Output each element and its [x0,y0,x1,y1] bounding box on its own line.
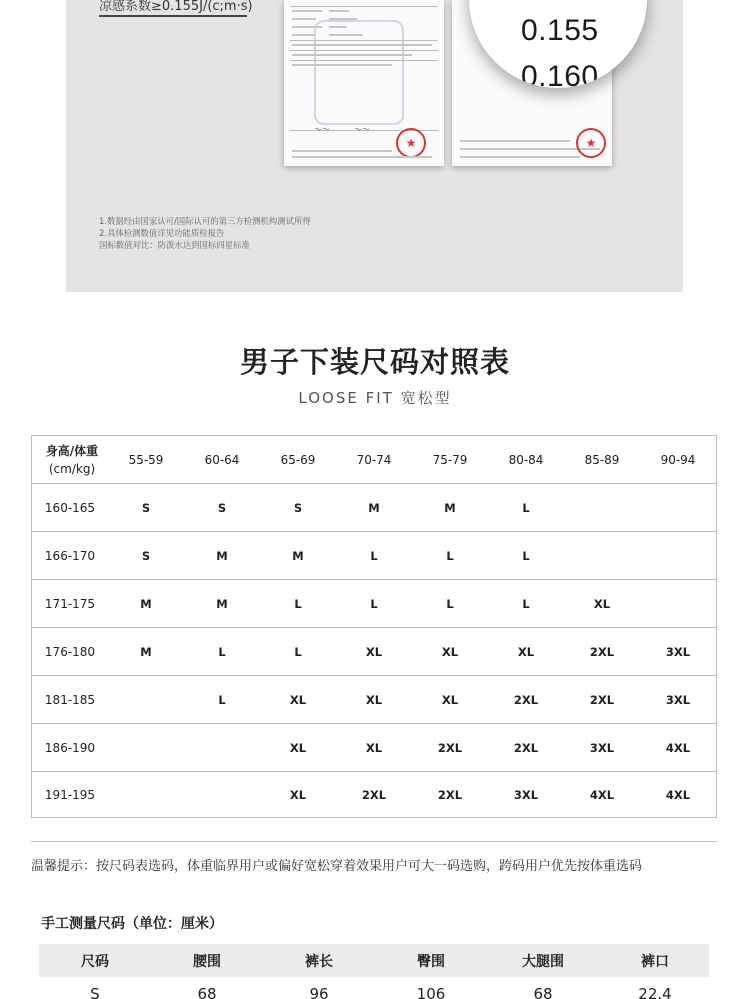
size-cell: M [140,644,152,659]
report-note-1: 1.数据经由国家认可/国际认可的第三方检测机构测试所得 [99,216,311,226]
size-cell: M [368,500,380,515]
height-range-cell: 191-195 [44,788,96,802]
measurement-header-cell: 尺码 [81,953,109,970]
size-table-row [32,484,716,532]
size-cell [184,772,260,818]
height-weight-label: 身高/体重 [45,443,99,458]
size-cell: 4XL [665,788,691,802]
size-table-row [32,628,716,676]
size-cell [564,484,640,531]
size-cell: XL [289,788,307,802]
size-cell: 2XL [513,692,539,707]
weight-column-header: 65-69 [280,452,316,467]
cooling-coefficient-heading: 凉感系数≥0.155J/(c;m·s) [99,0,253,14]
measurement-value-cell: S [90,985,100,999]
height-range-cell: 186-190 [44,740,96,755]
magnified-value-1: 0.155 [521,14,599,47]
measurement-value-cell: 96 [309,985,329,999]
size-cell: L [522,548,530,563]
unit-label: (cm/kg) [48,461,96,476]
measurement-header-cell: 大腿围 [522,953,564,970]
size-cell: M [216,548,228,563]
size-cell [108,724,184,771]
height-range-cell: 176-180 [44,644,96,659]
size-cell: L [294,596,302,611]
height-range-cell: 160-165 [44,500,96,515]
size-cell: S [293,500,303,515]
size-table-row [32,724,716,772]
size-cell: S [141,500,151,515]
size-cell: 3XL [665,644,691,659]
heading-underline [99,15,247,17]
measurement-table-row [39,982,709,999]
size-chart-subtitle: LOOSE FIT 宽松型 [298,389,452,407]
weight-column-header: 85-89 [584,452,620,467]
size-cell: XL [289,692,307,707]
measurement-table-header [39,944,709,977]
size-cell [108,676,184,723]
size-table-header-row [32,436,716,484]
size-cell: XL [365,692,383,707]
size-table-row [32,676,716,724]
test-report-document-1 [284,0,444,166]
weight-column-header: 70-74 [356,452,392,467]
height-range-cell: 171-175 [44,596,96,611]
size-cell: L [446,548,454,563]
measurement-header-cell: 腰围 [193,953,221,970]
size-cell: L [522,596,530,611]
size-cell: XL [517,644,535,659]
size-table-row [32,580,716,628]
size-chart-table [31,435,717,818]
report-notes [99,215,311,251]
weight-column-header: 80-84 [508,452,544,467]
size-cell: XL [289,740,307,755]
size-cell [640,580,716,627]
size-cell [108,772,184,818]
size-cell: 4XL [589,788,615,802]
size-cell: 2XL [589,692,615,707]
height-range-cell: 166-170 [44,548,96,563]
size-cell: 3XL [665,692,691,707]
section-divider [31,841,717,842]
size-cell [640,484,716,531]
red-seal-stamp-icon: ★ [396,128,426,158]
report-note-3: 国标数值对比：防泼水达到国标四星标准 [99,240,250,250]
size-cell: 2XL [437,740,463,755]
size-cell [564,532,640,579]
measurement-title: 手工测量尺码（单位：厘米） [41,916,223,932]
measurement-header-cell: 臀围 [417,953,445,970]
size-cell: XL [441,644,459,659]
size-cell: 4XL [665,740,691,755]
sizing-tip: 温馨提示：按尺码表选码，体重临界用户或偏好宽松穿着效果用户可大一码选购，跨码用户优先按体重选码 [31,859,643,874]
size-cell: L [294,644,302,659]
measurement-value-cell: 68 [197,985,217,999]
size-cell: L [370,548,378,563]
test-report-panel [66,0,683,292]
size-cell [184,724,260,771]
size-cell: L [522,500,530,515]
size-cell: 3XL [589,740,615,755]
size-cell: 2XL [589,644,615,659]
signature-2: ～～ [354,125,370,134]
size-cell: L [446,596,454,611]
size-cell: M [292,548,304,563]
measurement-value-cell: 22.4 [638,985,672,999]
measurement-header-cell: 裤口 [641,953,669,970]
size-table-row [32,772,716,818]
size-cell: 2XL [513,740,539,755]
measurement-value-cell: 106 [416,985,446,999]
size-cell: M [444,500,456,515]
magnified-value-2: 0.160 [521,60,599,88]
size-cell: 3XL [513,788,539,802]
height-weight-header [35,436,109,483]
height-range-cell: 181-185 [44,692,96,707]
size-cell: XL [593,596,611,611]
size-cell: M [216,596,228,611]
report-note-2: 2.具体检测数值详见功能质检报告 [99,228,225,238]
size-cell: XL [365,644,383,659]
size-cell: 2XL [437,788,463,802]
size-cell: L [370,596,378,611]
weight-column-header: 60-64 [204,452,240,467]
size-cell: S [217,500,227,515]
size-cell: S [141,548,151,563]
measurement-header-cell: 裤长 [305,953,333,970]
weight-column-header: 55-59 [128,452,164,467]
size-cell [640,532,716,579]
size-cell: L [218,692,226,707]
measurement-value-cell: 68 [533,985,553,999]
size-table-row [32,532,716,580]
size-cell: 2XL [361,788,387,802]
size-cell: L [218,644,226,659]
weight-column-header: 90-94 [660,452,696,467]
signature-1: ～～ [314,125,330,134]
weight-column-header: 75-79 [432,452,468,467]
size-cell: M [140,596,152,611]
size-cell: XL [441,692,459,707]
size-chart-title: 男子下装尺码对照表 [239,345,510,379]
size-cell: XL [365,740,383,755]
red-seal-stamp-icon: ★ [576,128,606,158]
